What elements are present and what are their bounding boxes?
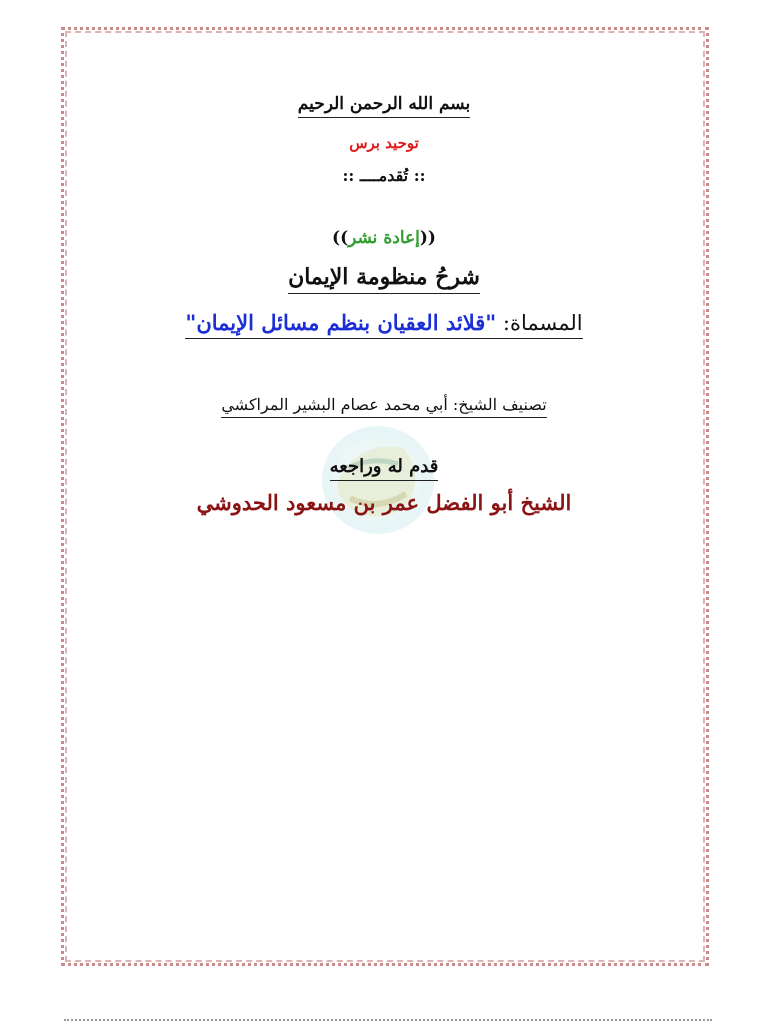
page-break-divider bbox=[64, 1019, 712, 1021]
named-line bbox=[0, 310, 768, 339]
republish-open: (( bbox=[419, 228, 436, 248]
reviewed-by: قدم له وراجعه bbox=[330, 456, 439, 481]
basmala: بسم الله الرحمن الرحيم bbox=[298, 94, 470, 118]
republish-line bbox=[0, 228, 768, 248]
author-line bbox=[0, 395, 768, 418]
publisher-name: توحيد برس bbox=[349, 134, 419, 152]
author: تصنيف الشيخ: أبي محمد عصام البشير المراكشي bbox=[221, 395, 546, 418]
republish-label: إعادة نشر bbox=[348, 228, 420, 248]
named-title-underline bbox=[185, 310, 582, 339]
document-title: شرحُ منظومة الإيمان bbox=[288, 264, 480, 294]
title-line bbox=[0, 264, 768, 294]
basmala-line bbox=[0, 94, 768, 118]
republish-close: )) bbox=[332, 228, 349, 248]
named-prefix: المسماة: bbox=[496, 311, 583, 335]
named-title: "قلائد العقيان بنظم مسائل الإيمان" bbox=[185, 310, 497, 335]
sheikh-name: الشيخ أبو الفضل عمر بن مسعود الحدوشي bbox=[196, 490, 572, 515]
presents-label: :: تُقدمــــ :: bbox=[342, 166, 426, 185]
reviewed-line bbox=[0, 456, 768, 481]
